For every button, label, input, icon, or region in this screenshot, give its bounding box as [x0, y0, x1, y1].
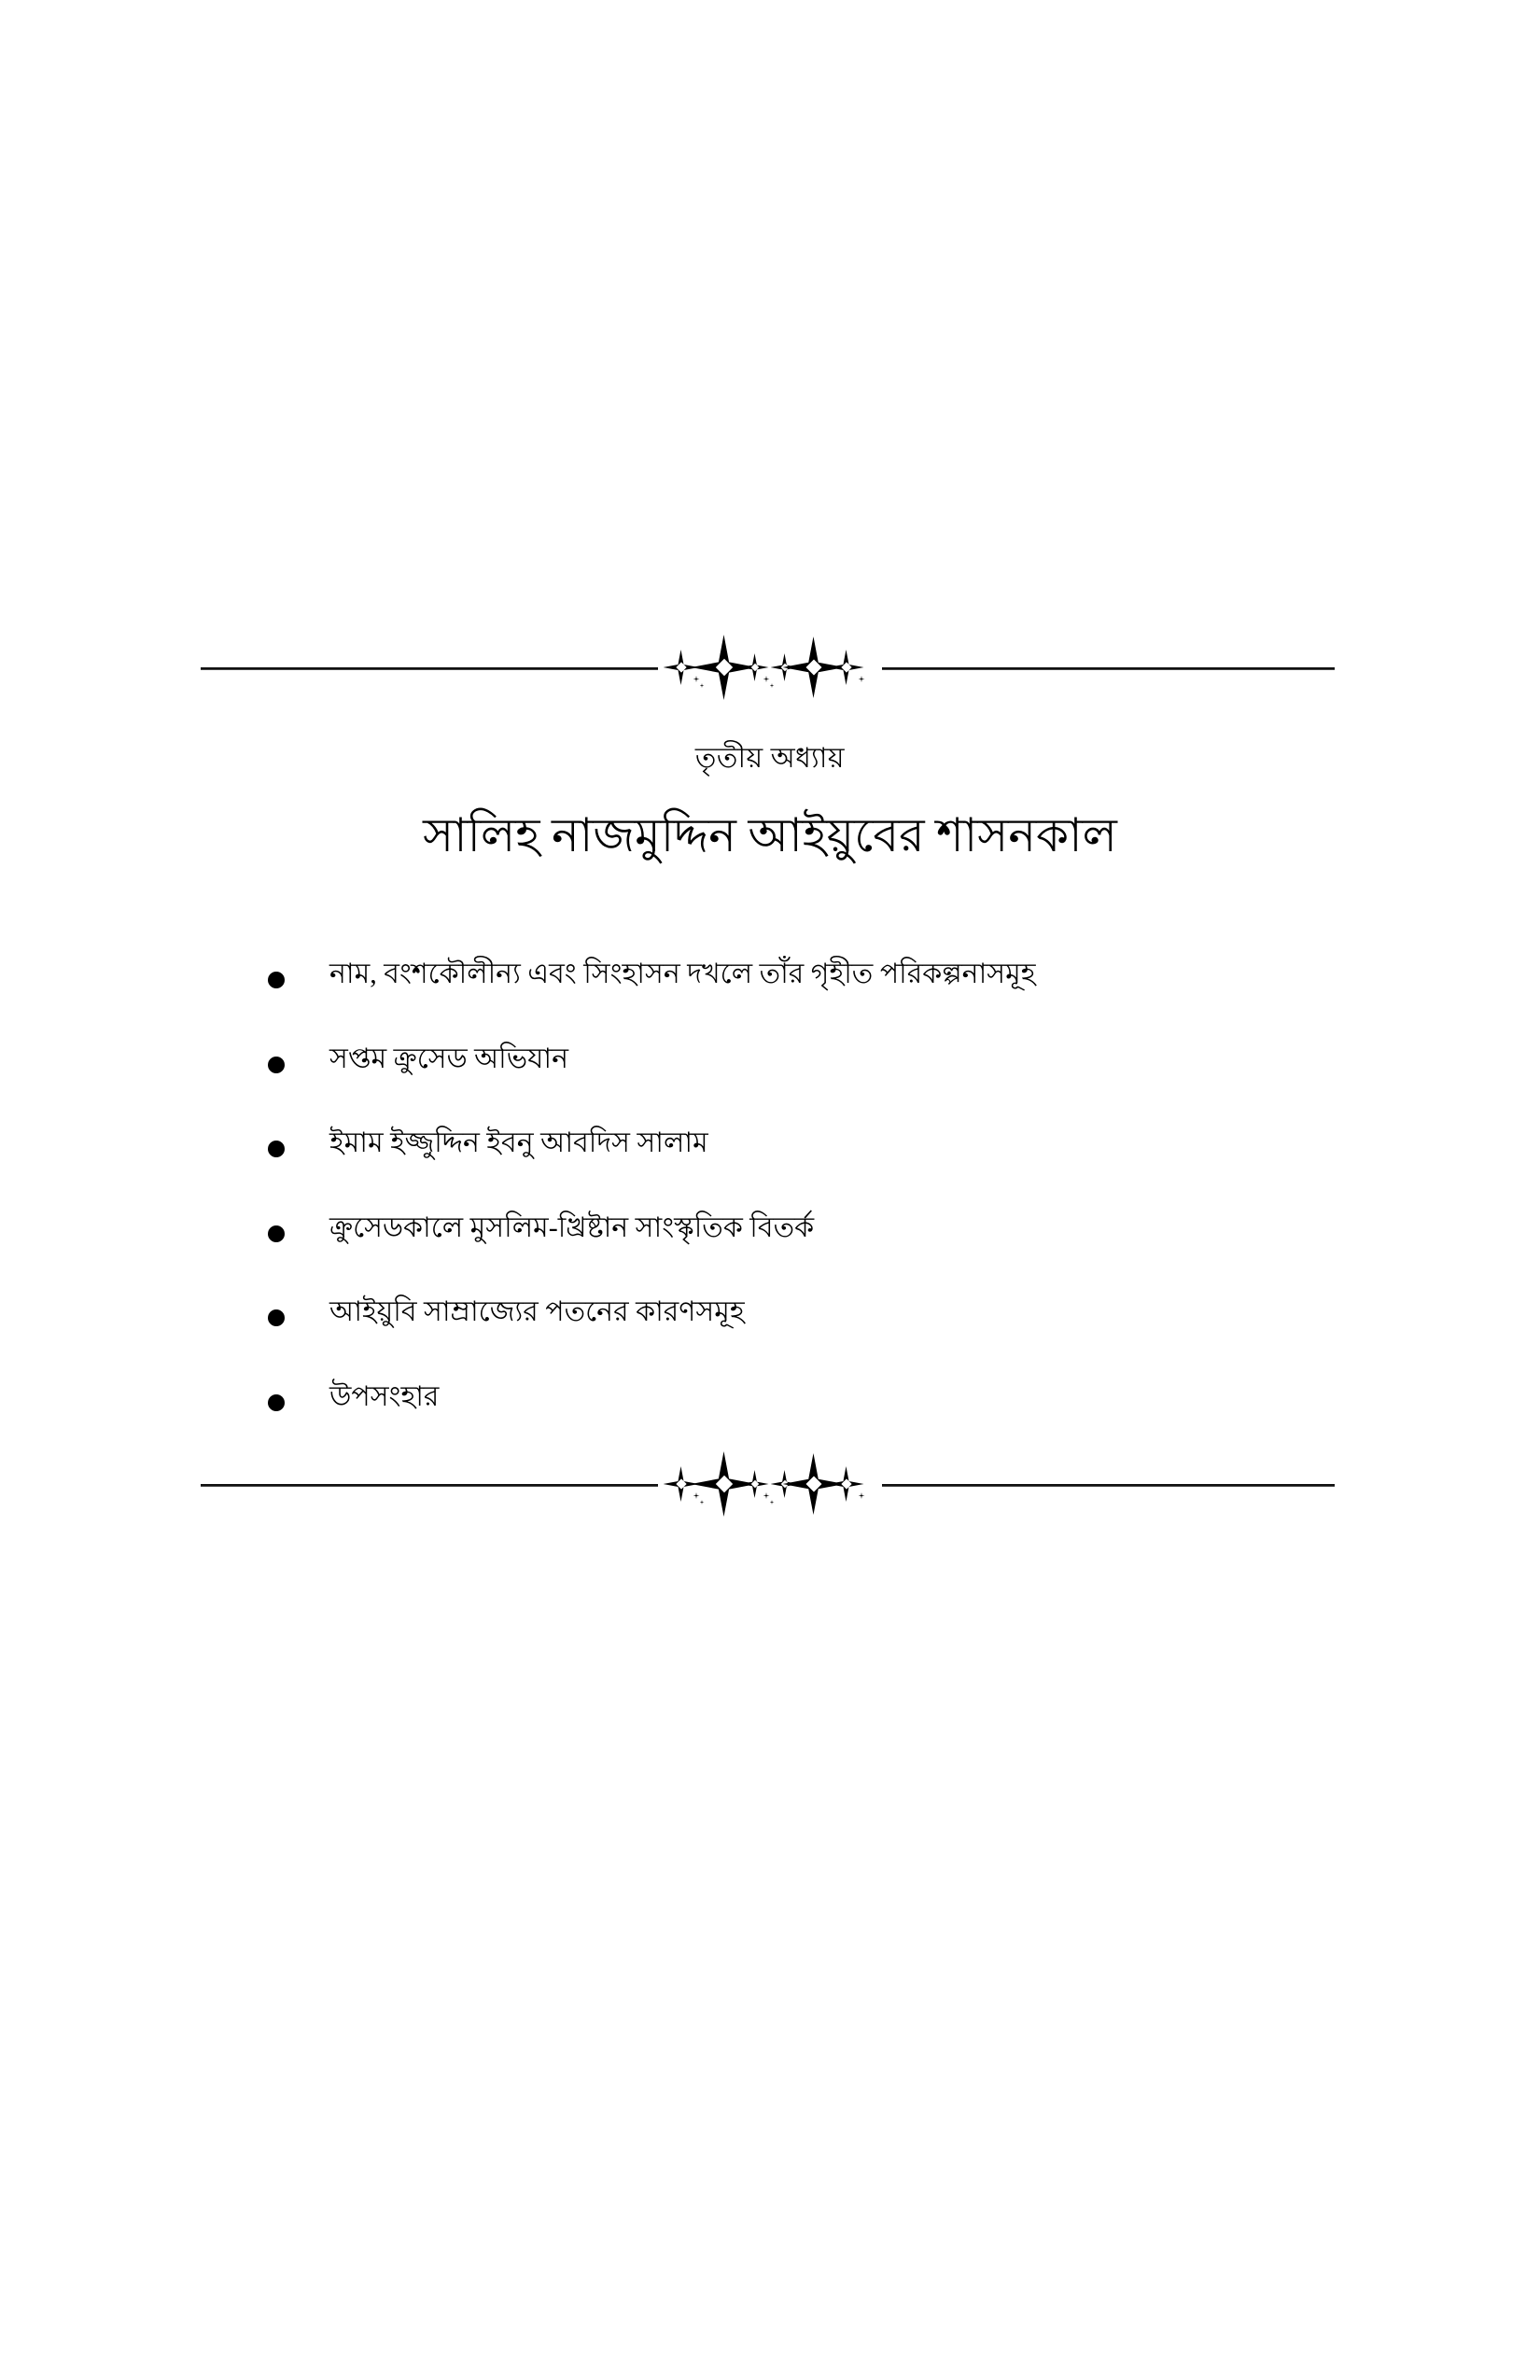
divider-rule-left	[201, 1484, 658, 1487]
sparkle-icon	[858, 635, 873, 700]
list-item	[266, 1126, 1367, 1161]
list-item-label: উপসংহার	[329, 1380, 440, 1412]
list-item	[266, 1295, 1367, 1330]
list-item	[266, 957, 1367, 992]
list-item	[266, 1379, 1367, 1415]
list-item-label: ইমাম ইজ্জুদ্দিন ইবনু আবদিস সালাম	[329, 1127, 708, 1158]
sparkle-icon	[858, 1451, 873, 1517]
divider-rule-left	[201, 667, 658, 670]
bullet-icon	[268, 1394, 285, 1411]
top-divider-ornament	[664, 625, 873, 709]
chapter-contents-list	[266, 957, 1367, 1463]
page-title: সালিহ নাজমুদ্দিন আইয়ুবের শাসনকাল	[423, 809, 1117, 861]
bullet-icon	[268, 972, 285, 988]
bullet-icon	[268, 1141, 285, 1157]
divider-rule-right	[882, 667, 1335, 670]
chapter-label: তৃতীয় অধ্যায়	[694, 743, 846, 774]
list-item-label: সপ্তম ক্রুসেড অভিযান	[329, 1043, 568, 1074]
list-item	[266, 1042, 1367, 1077]
bullet-icon	[268, 1057, 285, 1073]
top-divider	[201, 625, 1335, 709]
bottom-divider	[201, 1442, 1335, 1526]
divider-rule-right	[882, 1484, 1335, 1487]
list-item	[266, 1211, 1367, 1246]
list-item-label: আইয়ুবি সাম্রাজ্যের পতনের কারণসমূহ	[329, 1296, 745, 1327]
list-item-label: ক্রুসেডকালে মুসলিম-খ্রিষ্টান সাংস্কৃতিক বিতর্ক	[329, 1211, 815, 1243]
bottom-divider-ornament	[664, 1442, 873, 1526]
bullet-icon	[268, 1225, 285, 1242]
bullet-icon	[268, 1309, 285, 1326]
list-item-label: নাম, বংশকৌলীন্য এবং সিংহাসন দখলে তাঁর গৃহীত পরিকল্পনাসমূহ	[329, 959, 1036, 989]
